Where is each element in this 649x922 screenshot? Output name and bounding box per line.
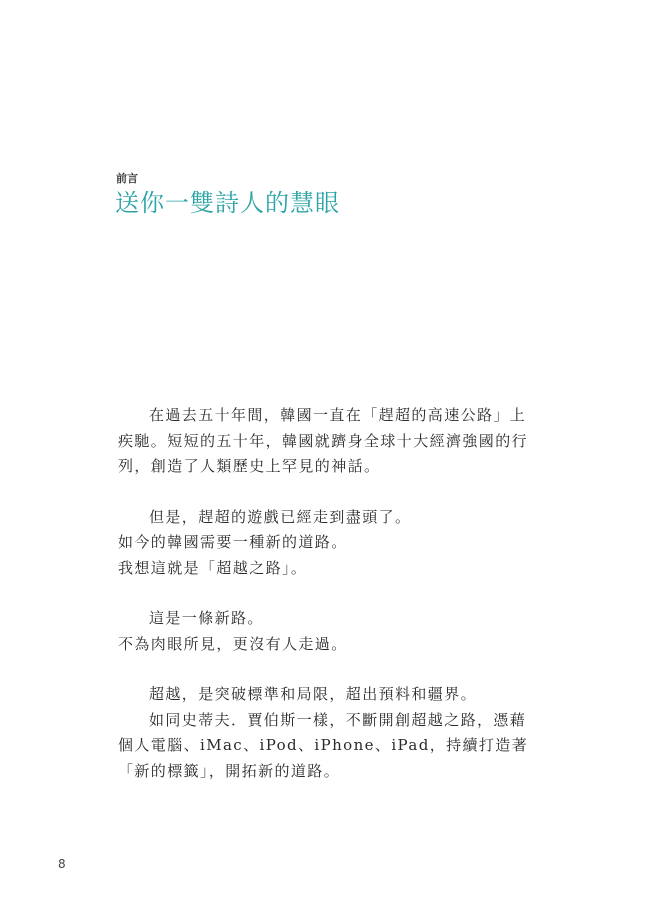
paragraph: 超越，是突破標準和局限，超出預料和疆界。 xyxy=(149,685,478,703)
section-label: 前言 xyxy=(116,172,138,185)
paragraph: 在過去五十年間，韓國一直在「趕超的高速公路」上疾馳。短短的五十年，韓國就躋身全球十大經濟強國的行列，創造了人類歷史上罕見的神話。 xyxy=(118,406,529,475)
paragraph: 但是，趕超的遊戲已經走到盡頭了。 xyxy=(149,507,412,526)
paragraph: 如同史蒂夫．賈伯斯一樣，不斷開創超越之路，憑藉個人電腦、iMac、iPod、iPhone、iPad，持續打造著「新的標籤」，開拓新的道路。 xyxy=(118,710,529,780)
page-number: 8 xyxy=(58,857,66,871)
paragraph: 我想這就是「超越之路」。 xyxy=(118,558,308,577)
paragraph: 如今的韓國需要一種新的道路。 xyxy=(118,533,348,551)
page-title: 送你一雙詩人的慧眼 xyxy=(115,189,340,217)
paragraph: 不為肉眼所見，更沒有人走過。 xyxy=(118,634,348,653)
body-text xyxy=(118,403,538,784)
paragraph: 這是一條新路。 xyxy=(149,609,264,627)
